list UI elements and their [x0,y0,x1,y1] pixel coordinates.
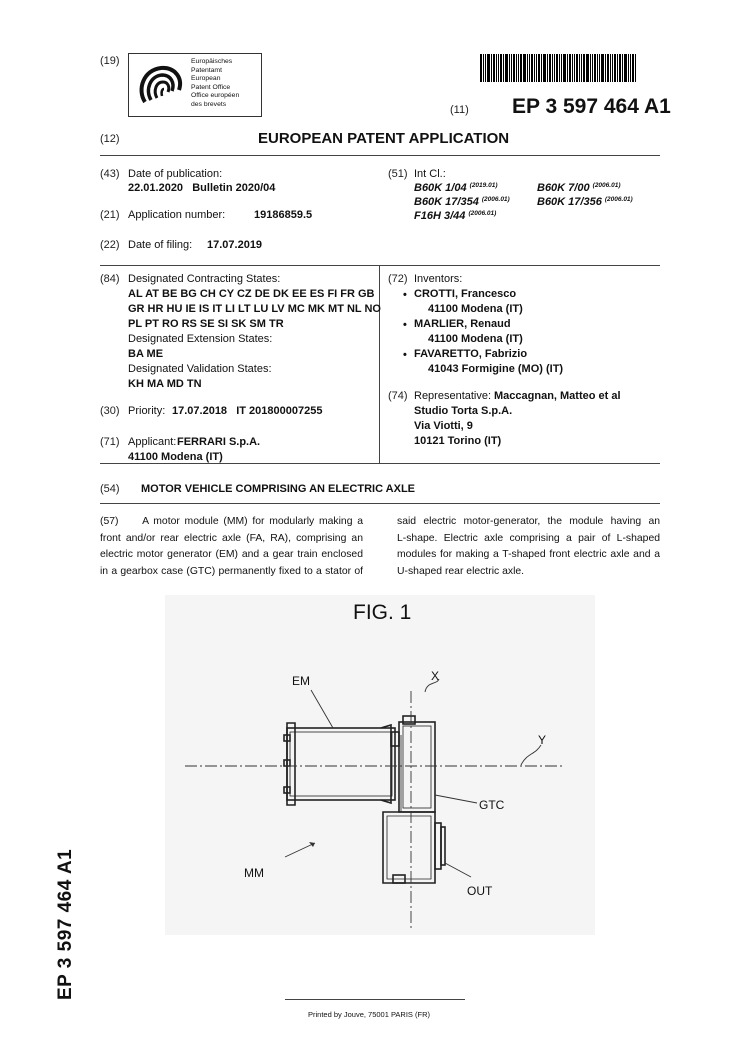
inid-code-43: (43) [100,168,120,180]
gearbox-upper [399,722,435,812]
app-number-value: 19186859.5 [254,209,313,221]
intcl-entry: B60K 17/356 $^{(2006.01)}$ [537,196,633,208]
barcode-bar [483,54,484,82]
abstract-line: in a gearbox case (GTC) permanently fixed to a stator of [100,565,363,577]
barcode-bar [632,54,634,82]
barcode-bar [590,54,591,82]
inid-code-19: (19) [100,55,120,67]
footer-divider [285,999,465,1000]
office-line: Office européen [191,92,240,100]
inventor-name: CROTTI, Francesco [414,288,517,300]
inid-code-74: (74) [388,390,408,402]
barcode-bar [630,54,631,82]
barcode-bar [523,54,526,82]
abstract-line: said electric motor-generator, the module having an [397,516,660,527]
barcode-bar [605,54,606,82]
barcode-bar [572,54,573,82]
representative-name: Maccagnan, Matteo et al [494,390,621,402]
epo-logo-box [128,53,262,117]
abstract-right-column [397,514,660,580]
barcode-bar [563,54,566,82]
representative-line: Via Viotti, 9 [414,420,473,432]
barcode-bar [518,54,519,82]
side-publication-number: EP 3 597 464 A1 [55,848,76,1000]
barcode-bar [496,54,497,82]
inid-code-51: (51) [388,168,408,180]
barcode-bar [574,54,575,82]
inventor-name: MARLIER, Renaud [414,318,511,330]
abstract-line: L-shape. Electric axle comprising a pair of L-shaped [397,532,660,544]
barcode-bar [534,54,535,82]
intcl-entry: B60K 1/04 $^{(2019.01)}$ [414,182,498,194]
abstract-line: front and/or rear electric axle (FA, RA), comprising an [100,532,363,544]
intcl-entry: F16H 3/44 $^{(2006.01)}$ [414,210,497,222]
barcode-bar [619,54,621,82]
representative-line: Studio Torta S.p.A. [414,405,513,417]
barcode-bar [531,54,533,82]
publication-number: EP 3 597 464 A1 [512,95,671,118]
barcode-bar [592,54,593,82]
barcode-bar [520,54,522,82]
applicant-label: Applicant: [128,436,177,448]
barcode-bar [493,54,495,82]
barcode-bar [554,54,555,82]
office-line: Patentamt [191,66,222,74]
inventor-bullet-icon: • [403,349,407,361]
column-divider [379,265,380,463]
inventor-bullet-icon: • [403,319,407,331]
figure-area [165,595,595,935]
barcode-bar [485,54,486,82]
abstract-line: U-shaped rear electric axle. [397,565,525,577]
barcode-bar [505,54,508,82]
section-divider [100,463,660,464]
inventors-label: Inventors: [414,273,463,285]
barcode-bar [569,54,571,82]
barcode-bar [581,54,582,82]
barcode-bar [567,54,568,82]
label-mm: MM [244,866,264,880]
header-divider [100,155,660,156]
barcode-bar [538,54,540,82]
barcode-bar [498,54,499,82]
barcode-bar [576,54,578,82]
priority-value: 17.07.2018 IT 201800007255 [172,405,323,417]
barcode-bar [607,54,609,82]
contracting-states-line: GR HR HU IE IS IT LI LT LU LV MC MK MT NL NO [128,303,381,315]
inventor-name: FAVARETTO, Fabrizio [414,348,528,360]
barcode-bar [556,54,558,82]
applicant-city: 41100 Modena (IT) [128,451,223,463]
inid-code-54: (54) [100,483,120,495]
barcode-bar [617,54,618,82]
applicant-name: FERRARI S.p.A. [177,436,261,448]
validation-states-value: KH MA MD TN [128,378,202,390]
barcode-bar [635,54,636,82]
inid-code-72: (72) [388,273,408,285]
barcode-bar [594,54,596,82]
label-out: OUT [467,884,493,898]
barcode-bar [579,54,580,82]
label-y: Y [538,733,547,747]
filing-date-value: 17.07.2019 [207,239,263,251]
priority-label: Priority: [128,405,166,417]
inid-code-11: (11) [450,104,469,116]
barcode-bar [516,54,517,82]
inid-code-21: (21) [100,209,120,221]
barcode-bar [612,54,613,82]
representative-label: Representative: [414,390,492,402]
barcode-bar [561,54,562,82]
barcode-bar [622,54,623,82]
printer-note: Printed by Jouve, 75001 PARIS (FR) [308,1010,430,1019]
barcode-bar [487,54,490,82]
contracting-states-line: PL PT RO RS SE SI SK SM TR [128,318,284,330]
label-em: EM [292,674,310,688]
pub-date-value: 22.01.2020 Bulletin 2020/04 [128,182,276,194]
barcode-bar [541,54,542,82]
inid-code-84: (84) [100,273,120,285]
inid-code-30: (30) [100,405,120,417]
extension-states-value: BA ME [128,348,164,360]
barcode [480,54,660,82]
barcode-bar [610,54,611,82]
barcode-bar [547,54,548,82]
office-name-block [191,58,239,110]
barcode-bar [503,54,504,82]
section-divider [100,503,660,504]
intcl-entry: B60K 7/00 $^{(2006.01)}$ [537,182,621,194]
inid-code-71: (71) [100,436,120,448]
abstract-line: modules for making a T-shaped front electric axle and a [397,549,660,560]
inventor-city: 41100 Modena (IT) [428,303,523,315]
inventor-city: 41100 Modena (IT) [428,333,523,345]
abstract-left-column [100,514,363,580]
barcode-bar [500,54,502,82]
label-gtc: GTC [479,798,505,812]
barcode-bar [599,54,600,82]
inventor-bullet-icon: • [403,289,407,301]
abstract-line: (57) A motor module (MM) for modularly making a [100,516,363,527]
inventor-city: 41043 Formigine (MO) (IT) [428,363,564,375]
gearbox-lower [383,812,435,883]
office-line: European [191,75,221,83]
barcode-bar [513,54,515,82]
barcode-bar [583,54,585,82]
intcl-label: Int Cl.: [414,168,446,180]
barcode-bar [543,54,546,82]
motor-body [287,728,395,800]
section-divider [100,265,660,266]
representative-line: 10121 Torino (IT) [414,435,502,447]
barcode-bar [614,54,616,82]
barcode-bar [628,54,629,82]
contracting-states-line: AL AT BE BG CH CY CZ DE DK EE ES FI FR GB [128,288,375,300]
office-line: Patent Office [191,83,231,91]
barcode-bar [624,54,627,82]
barcode-bar [536,54,537,82]
contracting-states-label: Designated Contracting States: [128,273,281,285]
invention-title: MOTOR VEHICLE COMPRISING AN ELECTRIC AXLE [141,483,415,495]
pub-date-label: Date of publication: [128,168,223,180]
filing-date-label: Date of filing: [128,239,193,251]
barcode-bar [527,54,528,82]
barcode-bar [597,54,598,82]
barcode-bar [511,54,512,82]
barcode-bar [491,54,492,82]
barcode-bar [601,54,604,82]
app-number-label: Application number: [128,209,226,221]
barcode-bar [586,54,589,82]
barcode-bar [509,54,510,82]
inid-code-22: (22) [100,239,120,251]
intcl-entry: B60K 17/354 $^{(2006.01)}$ [414,196,510,208]
label-x: X [431,669,440,683]
inid-code-12: (12) [100,133,120,145]
extension-states-label: Designated Extension States: [128,333,273,345]
figure-drawing [165,595,595,935]
arrow-head-icon [309,842,315,847]
document-type: EUROPEAN PATENT APPLICATION [258,130,510,147]
barcode-bar [549,54,551,82]
office-line: des brevets [191,100,227,108]
barcode-bar [559,54,560,82]
validation-states-label: Designated Validation States: [128,363,272,375]
barcode-bar [552,54,553,82]
office-line: Europäisches [191,58,233,65]
barcode-bar [529,54,530,82]
epo-logo-icon [135,60,187,110]
barcode-bar [480,54,482,82]
figure-caption: FIG. 1 [353,601,412,624]
abstract-line: electric motor generator (EM) and a gear train enclosed [100,549,363,560]
